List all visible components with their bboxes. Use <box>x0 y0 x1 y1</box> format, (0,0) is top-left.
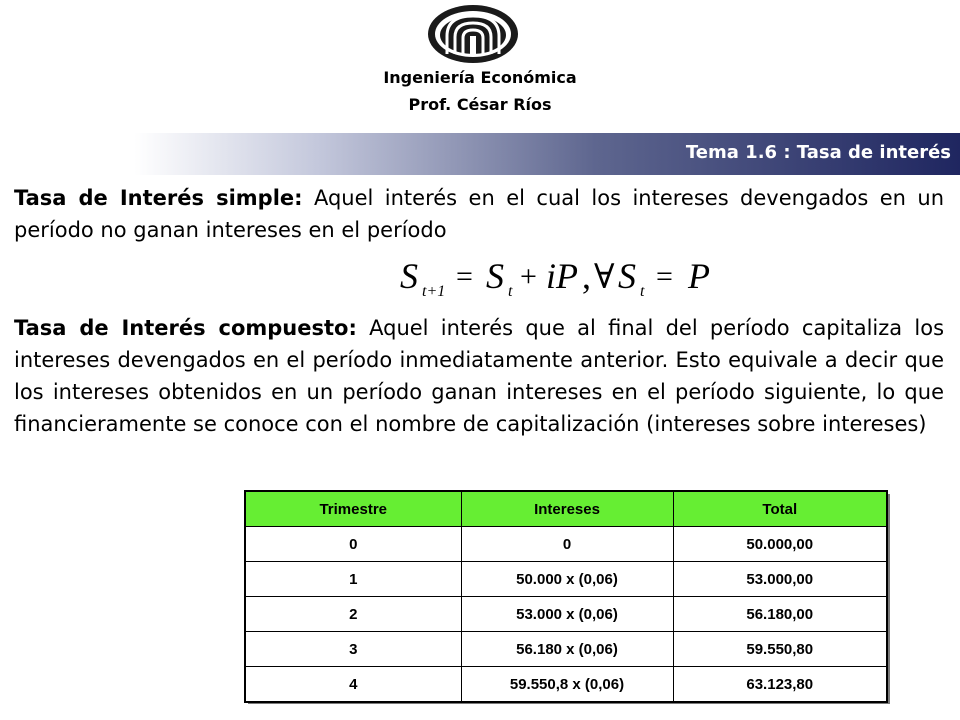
svg-text:S: S <box>486 256 504 296</box>
column-header-trimestre: Trimestre <box>245 491 461 527</box>
capitalization-table <box>244 490 888 703</box>
intereses-cell: 0 <box>461 527 673 562</box>
svg-text:P: P <box>688 256 710 296</box>
svg-text:∀: ∀ <box>594 259 615 296</box>
table-row <box>245 562 887 597</box>
section-title: Tema 1.6 : Tasa de interés <box>685 142 951 163</box>
svg-text:=: = <box>456 260 473 293</box>
simple-interest-term: Tasa de Interés simple: <box>14 186 303 210</box>
svg-text:t: t <box>508 283 513 300</box>
svg-text:iP: iP <box>546 256 578 296</box>
svg-text:S: S <box>618 256 636 296</box>
simple-interest-definition: Aquel interés en el cual los intereses devengados en un período no ganan intereses en el período <box>14 186 944 242</box>
svg-text:t: t <box>640 283 645 300</box>
table-row <box>245 597 887 632</box>
column-header-total: Total <box>673 491 887 527</box>
intereses-cell: 59.550,8 x (0,06) <box>461 667 673 703</box>
trimestre-cell: 0 <box>245 527 461 562</box>
trimestre-cell: 1 <box>245 562 461 597</box>
total-cell: 56.180,00 <box>673 597 887 632</box>
trimestre-cell: 2 <box>245 597 461 632</box>
professor-name: Prof. César Ríos <box>408 95 552 114</box>
table-row <box>245 527 887 562</box>
svg-text:t+1: t+1 <box>422 283 446 300</box>
table-row <box>245 667 887 703</box>
svg-text:=: = <box>656 260 673 293</box>
compound-interest-paragraph <box>14 312 944 440</box>
total-cell: 50.000,00 <box>673 527 887 562</box>
trimestre-cell: 4 <box>245 667 461 703</box>
table-header-row <box>245 491 887 527</box>
svg-text:S: S <box>400 256 418 296</box>
intereses-cell: 50.000 x (0,06) <box>461 562 673 597</box>
intereses-cell: 56.180 x (0,06) <box>461 632 673 667</box>
svg-text:+: + <box>520 260 537 293</box>
university-logo-icon <box>425 2 521 66</box>
simple-interest-formula <box>396 252 726 300</box>
total-cell: 63.123,80 <box>673 667 887 703</box>
svg-text:,: , <box>582 256 591 296</box>
total-cell: 59.550,80 <box>673 632 887 667</box>
trimestre-cell: 3 <box>245 632 461 667</box>
table-row <box>245 632 887 667</box>
intereses-cell: 53.000 x (0,06) <box>461 597 673 632</box>
course-title: Ingeniería Económica <box>383 68 577 87</box>
column-header-intereses: Intereses <box>461 491 673 527</box>
simple-interest-paragraph <box>14 182 944 246</box>
section-header-bar <box>0 133 960 175</box>
compound-interest-term: Tasa de Interés compuesto: <box>14 316 357 340</box>
compound-interest-definition: Aquel interés que al final del período capitaliza los intereses devengados en el período inmediatamente anterior. Esto equivale a decir que los intereses obtenidos en un período ganan intereses en el período siguiente, lo que financieramente se conoce con el nombre de capitalización (intereses sobre intereses) <box>14 316 945 436</box>
total-cell: 53.000,00 <box>673 562 887 597</box>
